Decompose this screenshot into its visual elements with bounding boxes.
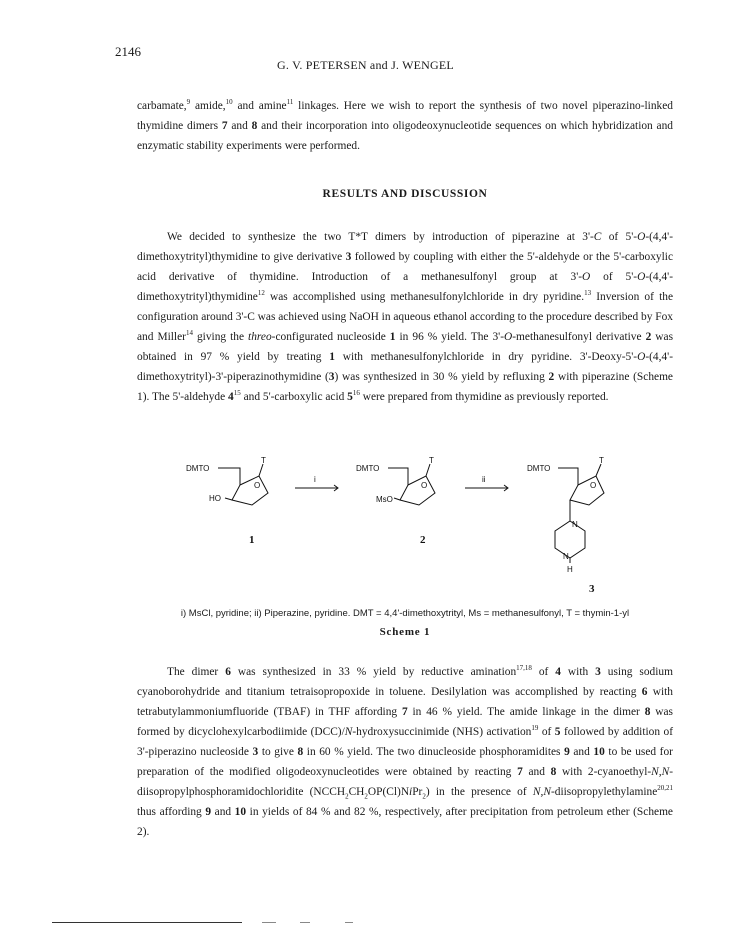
piperazine-nh-hydrogen: H: [567, 565, 573, 574]
page-number: 2146: [115, 44, 141, 59]
footer-dash: [300, 922, 310, 923]
thymine-label-3: T: [599, 456, 604, 465]
ring-oxygen-2: O: [421, 481, 428, 490]
step-2-label: ii: [482, 475, 486, 484]
dmto-label-3: DMTO: [527, 464, 551, 473]
scheme-caption: i) MsCl, pyridine; ii) Piperazine, pyridine. DMT = 4,4'-dimethoxytrityl, Ms = methanesulfonyl, T = thymin-1-yl: [180, 608, 630, 619]
section-heading: RESULTS AND DISCUSSION: [322, 188, 488, 200]
dmto-label-1: DMTO: [186, 464, 210, 473]
compound-number-2: 2: [420, 534, 426, 546]
mesyloxy-label: MsO: [376, 495, 393, 504]
step-1-label: i: [314, 475, 316, 484]
compound-2-structure: [388, 464, 435, 505]
results-paragraph-2: The dimer 6 was synthesized in 33 % yield by reductive amination$^{17,18}$ of 4 with 3 using sodium cyanoborohydride and titanium tetraisopropoxide in toluene. Desilylation was accomplished by reacting 6 with tetrabutylammoniumfluoride (TBAF) in THF affording 7 in 46 % yield. The amide linkage in the dimer 8 was formed by dicyclohexylcarbodiimide (DCC)/N-hydroxysuccinimide (NHS) activation$^{19}$ of 5 followed by addition of 3'-piperazino nucleoside 3 to give 8 in 60 % yield. The two dinucleoside phosphoramidites 9 and 10 to be used for preparation of the modified oligodeoxynucleotides were obtained by reacting 7 and 8 with 2-cyanoethyl-N,N-diisopropylphosphoramidochloridite $(NCCH_2CH_2OP(Cl)NiPr_2)$ in the presence of N,N-diisopropylethylamine$^{20,21}$ thus affording 9 and 10 in yields of 84 % and 82 %, respectively, after precipitation from petroleum ether (Scheme 2).: [137, 664, 674, 838]
footer-dash: [262, 922, 276, 923]
ring-oxygen-3: O: [590, 481, 597, 490]
ring-oxygen-1: O: [254, 481, 261, 490]
compound-number-1: 1: [249, 534, 255, 546]
compound-1-structure: [218, 464, 268, 505]
scheme-label: Scheme 1: [379, 626, 431, 638]
running-head: G. V. PETERSEN and J. WENGEL: [277, 58, 454, 72]
scheme-1-figure: [0, 455, 731, 600]
compound-3-structure: [555, 464, 604, 563]
thymine-label-2: T: [429, 456, 434, 465]
thymine-label-1: T: [261, 456, 266, 465]
arrow-step-2: [465, 485, 508, 491]
hydroxy-label: HO: [209, 494, 221, 503]
footer-dash: [345, 922, 353, 923]
arrow-step-1: [295, 485, 338, 491]
piperazine-n-top: N: [572, 520, 578, 529]
results-paragraph-1: We decided to synthesize the two T*T dimers by introduction of piperazine at 3'-C of 5'-O-(4,4'-dimethoxytrityl)thymidine to give derivative 3 followed by coupling with either the 5'-aldehyde or the 5'-carboxylic acid derivative of thymidine. Introduction of a methanesulfonyl group at 3'-O of 5'-O-(4,4'-dimethoxytrityl)thymidine$^{12}$ was accomplished using methanesulfonylchloride in dry pyridine.$^{13}$ Inversion of the configuration around 3'-C was achieved using NaOH in aqueous ethanol according to the procedure described by Fox and Miller$^{14}$ giving the threo-configurated nucleoside 1 in 96 % yield. The 3'-O-methanesulfonyl derivative 2 was obtained in 97 % yield by treating 1 with methanesulfonylchloride in dry pyridine. 3'-Deoxy-5'-O-(4,4'-dimethoxytrityl)-3'-piperazinothymidine (3) was synthesized in 30 % yield by refluxing 2 with piperazine (Scheme 1). The 5'-aldehyde $4^{15}$ and 5'-carboxylic acid $5^{16}$ were prepared from thymidine as previously reported.: [137, 231, 674, 403]
footer-rule: [52, 922, 242, 923]
intro-paragraph: carbamate,$^9$ amide,$^{10}$ and amine$^{11}$ linkages. Here we wish to report the synthesis of two novel piperazino-linked thymidine dimers 7 and 8 and their incorporation into oligodeoxynucleotide sequences on which hybridization and enzymatic stability experiments were performed.: [137, 98, 673, 152]
dmto-label-2: DMTO: [356, 464, 380, 473]
compound-number-3: 3: [589, 583, 595, 595]
piperazine-n-bottom: N: [563, 552, 569, 561]
